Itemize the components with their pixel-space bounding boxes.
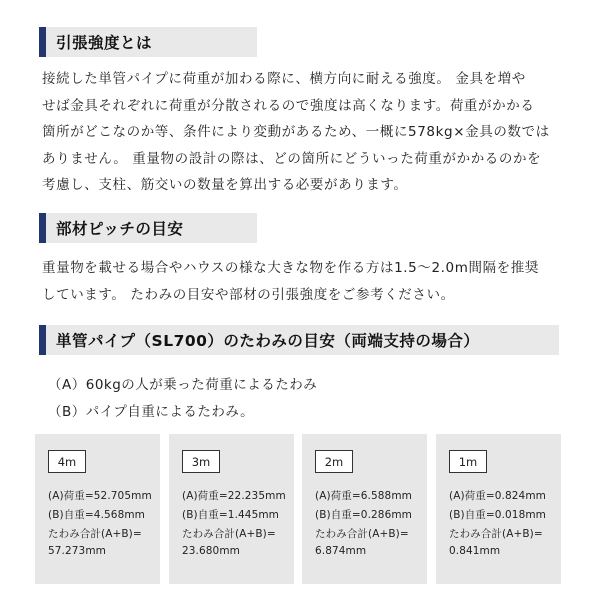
load-deflection: (A)荷重=6.588mm (315, 490, 412, 502)
paragraph-line: しています。 たわみの目安や部材の引張強度をご参考ください。 (42, 286, 455, 303)
section-heading-deflection: 単管パイプ（SL700）のたわみの目安（両端支持の場合） (39, 325, 559, 355)
total-deflection-label: たわみ合計(A+B)= (449, 528, 543, 540)
self-weight-deflection: (B)自重=1.445mm (182, 509, 280, 521)
self-weight-deflection: (B)自重=4.568mm (48, 509, 146, 521)
paragraph-line: 接続した単管パイプに荷重が加わる際に、横方向に耐える強度。 金具を増や (42, 71, 526, 87)
condition-a: （A）60kgの人が乗った荷重によるたわみ (48, 377, 318, 393)
paragraph-line: 考慮し、支柱、筋交いの数量を算出する必要があります。 (42, 177, 408, 193)
paragraph-line: せば金具それぞれに荷重が分散されるので強度は高くなります。荷重がかかる (42, 97, 535, 114)
paragraph-line: ありません。 重量物の設計の際は、どの箇所にどういった荷重がかかるのかを (42, 150, 542, 167)
total-deflection-label: たわみ合計(A+B)= (182, 528, 276, 540)
load-deflection: (A)荷重=0.824mm (449, 490, 546, 502)
section-heading-member-pitch: 部材ピッチの目安 (39, 213, 257, 243)
total-deflection-label: たわみ合計(A+B)= (315, 528, 409, 540)
self-weight-deflection: (B)自重=0.018mm (449, 509, 547, 521)
span-length-label: 1m (449, 450, 487, 473)
deflection-card-1m (436, 434, 561, 584)
total-deflection-value: 23.680mm (182, 545, 240, 557)
load-deflection: (A)荷重=52.705mm (48, 490, 152, 502)
condition-b: （B）パイプ自重によるたわみ。 (48, 404, 255, 420)
span-length-label: 4m (48, 450, 86, 473)
deflection-card-4m (35, 434, 160, 584)
total-deflection-label: たわみ合計(A+B)= (48, 528, 142, 540)
paragraph-line: 箇所がどこなのか等、条件により変動があるため、一概に578kg×金具の数では (42, 124, 550, 140)
paragraph-line: 重量物を載せる場合やハウスの様な大きな物を作る方は1.5～2.0m間隔を推奨 (42, 260, 539, 276)
tensile-strength-paragraph (42, 66, 572, 199)
total-deflection-value: 57.273mm (48, 545, 106, 557)
span-length-label: 2m (315, 450, 353, 473)
section-heading-tensile-strength: 引張強度とは (39, 27, 257, 57)
total-deflection-value: 6.874mm (315, 545, 367, 557)
deflection-card-2m (302, 434, 427, 584)
load-deflection: (A)荷重=22.235mm (182, 490, 286, 502)
total-deflection-value: 0.841mm (449, 545, 501, 557)
self-weight-deflection: (B)自重=0.286mm (315, 509, 413, 521)
span-length-label: 3m (182, 450, 220, 473)
deflection-card-3m (169, 434, 294, 584)
member-pitch-paragraph (42, 255, 572, 308)
